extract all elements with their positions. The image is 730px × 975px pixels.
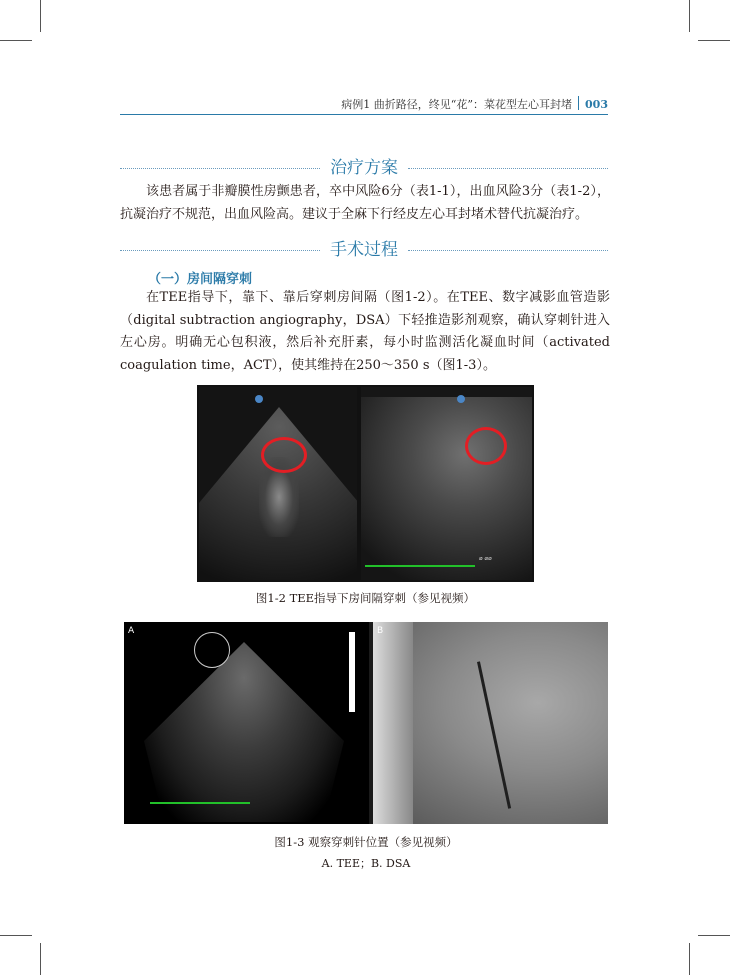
panel-label-a: A [128,626,135,636]
crop-mark [40,0,41,32]
figure-1-3-caption: 图1-3 观察穿刺针位置（参见视频） [274,835,458,849]
crop-mark [689,0,690,32]
angle-dial-icon [194,632,230,668]
figure-1-3-subcaption: A. TEE；B. DSA [321,857,411,870]
paragraph-treatment: 该患者属于非瓣膜性房颤患者，卒中风险6分（表1-1），出血风险3分（表1-2），抗凝治疗不规范，出血风险高。建议于全麻下行经皮左心耳封堵术替代抗凝治疗。 [120,184,610,222]
header-rule [120,114,608,115]
scale-readout: ⌀ ⌀⌀ [479,555,492,562]
figure-1-3-image [124,622,608,824]
crop-mark [689,943,690,975]
page-number: 003 [585,98,608,111]
ecg-trace [365,565,475,567]
needle-tip-highlight-circle [465,427,507,465]
panel-label-b: B [377,626,384,636]
section-title: 治疗方案 [330,158,398,178]
paragraph-procedure: 在TEE指导下，靠下、靠后穿刺房间隔（图1-2）。在TEE、数字减影血管造影（digital subtraction angiography，DSA）下轻推造影剂观察，确认穿刺针进入左心房。明确无心包积液，然后补充肝素，每小时监测活化凝血时间（activated coagulation time，ACT），使其维持在250～350 s（图1-3）。 [120,290,610,373]
crop-mark [0,935,32,936]
dsa-panel-b [373,622,608,824]
puncture-highlight-circle [261,437,307,473]
ecg-trace [150,802,250,804]
figure-1-2-image [197,385,534,582]
section-title: 手术过程 [330,240,398,260]
section-heading-procedure [120,238,608,262]
section-heading-treatment-plan [120,156,608,180]
ultrasound-sector [361,397,532,580]
running-head-separator [578,96,579,110]
running-head [120,96,608,116]
crop-mark [0,40,32,41]
probe-marker-icon [457,395,465,403]
running-head-title: 病例1 曲折路径，终见“花”：菜花型左心耳封堵 [341,98,573,111]
subheading-septal-puncture: （一）房间隔穿刺 [148,272,253,287]
depth-scale-bar [349,632,355,712]
crop-mark [40,943,41,975]
tee-panel-left [199,387,357,580]
ultrasound-sector [144,642,344,822]
tee-panel-a [124,622,369,824]
probe-marker-icon [255,395,263,403]
tee-panel-right [361,387,532,580]
crop-mark [698,40,730,41]
fluoroscopy-edge [373,622,413,824]
figure-1-2-caption: 图1-2 TEE指导下房间隔穿刺（参见视频） [255,591,476,605]
crop-mark [698,935,730,936]
